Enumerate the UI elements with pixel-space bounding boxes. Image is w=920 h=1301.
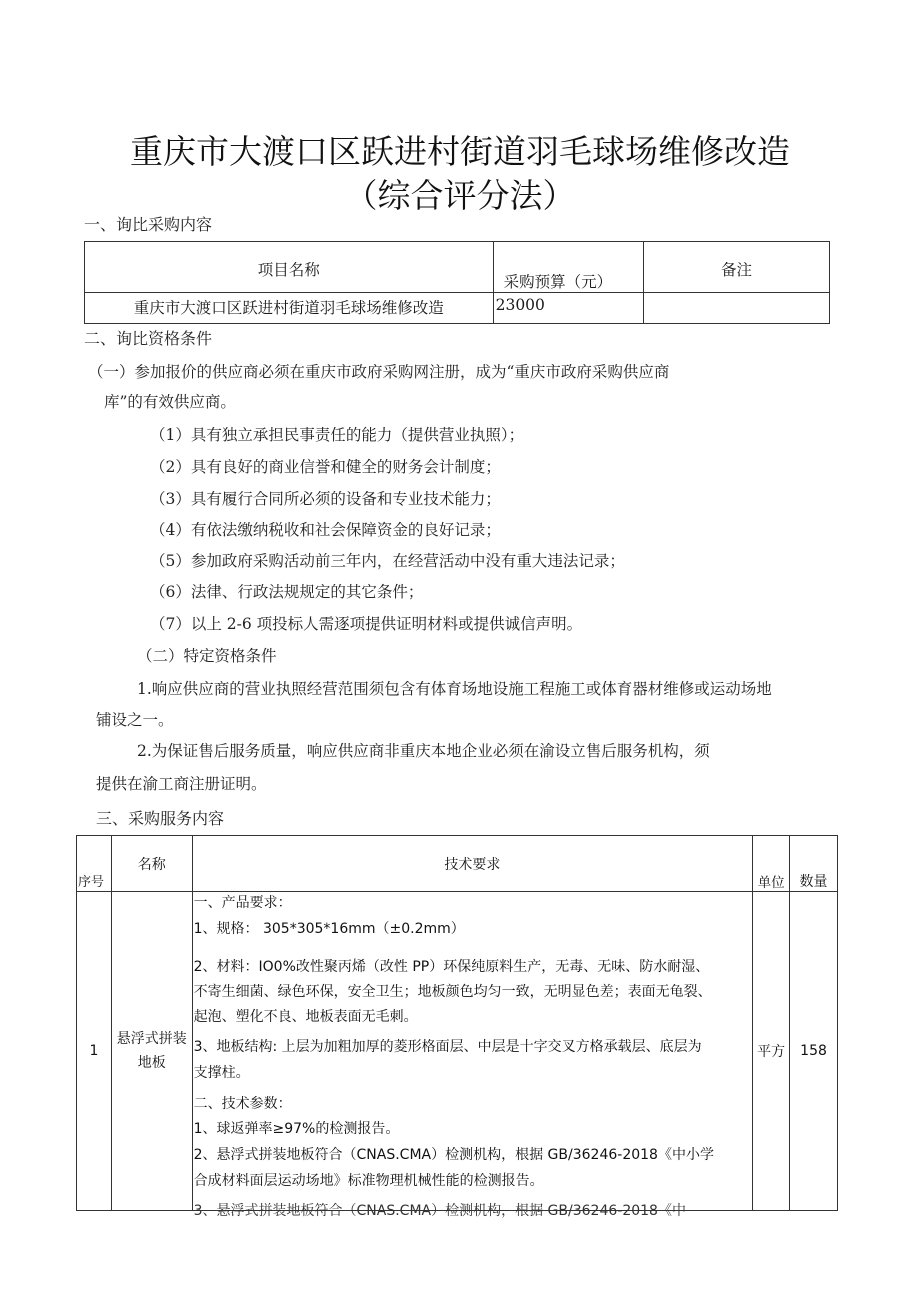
- tech-line: 3、悬浮式拼装地板符合（CNAS.CMA）检测机构，根据 GB/36246-2018《中: [193, 1203, 686, 1219]
- tech-line: 2、材料：IO0%改性聚丙烯（改性 PP）环保纯原料生产，无毒、无味、防水耐湿、: [193, 959, 710, 975]
- special-qualification-1-line2: 铺设之一。: [96, 711, 174, 729]
- qualification-item: （3）具有履行合同所必须的设备和专业技术能力；: [150, 490, 501, 508]
- tech-line: 1、球返弹率≥97%的检测报告。: [193, 1121, 400, 1137]
- tech-line: 1、规格： 305*305*16mm（±0.2mm）: [193, 921, 465, 937]
- table-header-name: 名称: [111, 836, 192, 892]
- qualification-item: （4）有依法缴纳税收和社会保障资金的良好记录；: [150, 521, 501, 539]
- tech-line: 二、技术参数：: [193, 1096, 292, 1112]
- special-qualification-2-line1: 2.为保证售后服务质量，响应供应商非重庆本地企业必须在渝设立售后服务机构，须: [137, 742, 710, 760]
- table-cell-unit: 平方: [753, 892, 790, 1211]
- table-cell-tech: [192, 892, 753, 1219]
- special-qualification-heading: （二）特定资格条件: [137, 647, 277, 665]
- tech-line: 一、产品要求：: [193, 895, 292, 911]
- table-cell-no: 1: [77, 892, 112, 1211]
- table-cell-name: [111, 892, 192, 1211]
- section-heading-qualifications: 二、询比资格条件: [84, 329, 213, 348]
- qualification-item: （6）法律、行政法规规定的其它条件；: [150, 583, 424, 601]
- tech-line: 合成材料面层运动场地》标准物理机械性能的检测报告。: [193, 1173, 544, 1189]
- service-content-table: [76, 835, 838, 1219]
- table-header-no: 序号: [77, 836, 112, 892]
- table-cell-note: [644, 293, 830, 324]
- tech-line: 起泡、塑化不良、地板表面无毛刺。: [193, 1009, 418, 1025]
- table-header-qty: 数量: [790, 836, 838, 892]
- table-cell-project-name: 重庆市大渡口区跃进村街道羽毛球场维修改造: [85, 293, 494, 324]
- table-row: [77, 892, 838, 1211]
- table-header-note: 备注: [644, 242, 830, 293]
- tech-line: 3、地板结构: 上层为加粗加厚的菱形格面层、中层是十字交叉方格承载层、底层为: [193, 1039, 702, 1055]
- qualification-intro-line1: （一）参加报价的供应商必须在重庆市政府采购网注册，成为“重庆市政府采购供应商: [88, 363, 670, 381]
- item-name-line2: 地板: [137, 1055, 166, 1071]
- table-cell-qty: 158: [790, 892, 838, 1211]
- tech-line: 不寄生细菌、绿色环保，安全卫生；地板颜色均匀一致，无明显色差；表面无龟裂、: [193, 984, 712, 1000]
- special-qualification-1-line1: 1.响应供应商的营业执照经营范围须包含有体育场地设施工程施工或体育器材维修或运动场地: [137, 680, 772, 698]
- table-header-tech: 技术要求: [192, 836, 753, 892]
- qualification-item: （1）具有独立承担民事责任的能力（提供营业执照）；: [150, 426, 525, 444]
- section-heading-procurement-content: 一、询比采购内容: [84, 215, 213, 234]
- procurement-content-table: [84, 241, 830, 324]
- tech-line: 支撑柱。: [193, 1065, 250, 1081]
- document-title-line1: 重庆市大渡口区跃进村街道羽毛球场维修改造: [130, 132, 790, 171]
- special-qualification-2-line2: 提供在渝工商注册证明。: [96, 775, 267, 793]
- qualification-intro-line2: 库”的有效供应商。: [104, 393, 236, 411]
- qualification-item: （7）以上 2-6 项投标人需逐项提供证明材料或提供诚信声明。: [150, 615, 583, 633]
- qualification-item: （5）参加政府采购活动前三年内，在经营活动中没有重大违法记录；: [150, 552, 625, 570]
- table-header-unit: 单位: [753, 836, 790, 892]
- qualification-item: （2）具有良好的商业信誉和健全的财务会计制度；: [150, 458, 501, 476]
- tech-line: 2、悬浮式拼装地板符合（CNAS.CMA）检测机构，根据 GB/36246-2018《中小学: [193, 1147, 714, 1163]
- item-name-line1: 悬浮式拼装: [116, 1031, 187, 1047]
- document-title-line2: （综合评分法）: [344, 176, 576, 215]
- section-heading-service-content: 三、采购服务内容: [96, 809, 225, 828]
- table-header-project-name: 项目名称: [85, 242, 494, 293]
- table-cell-budget: 23000: [493, 293, 643, 324]
- table-header-budget: 采购预算（元）: [493, 242, 643, 293]
